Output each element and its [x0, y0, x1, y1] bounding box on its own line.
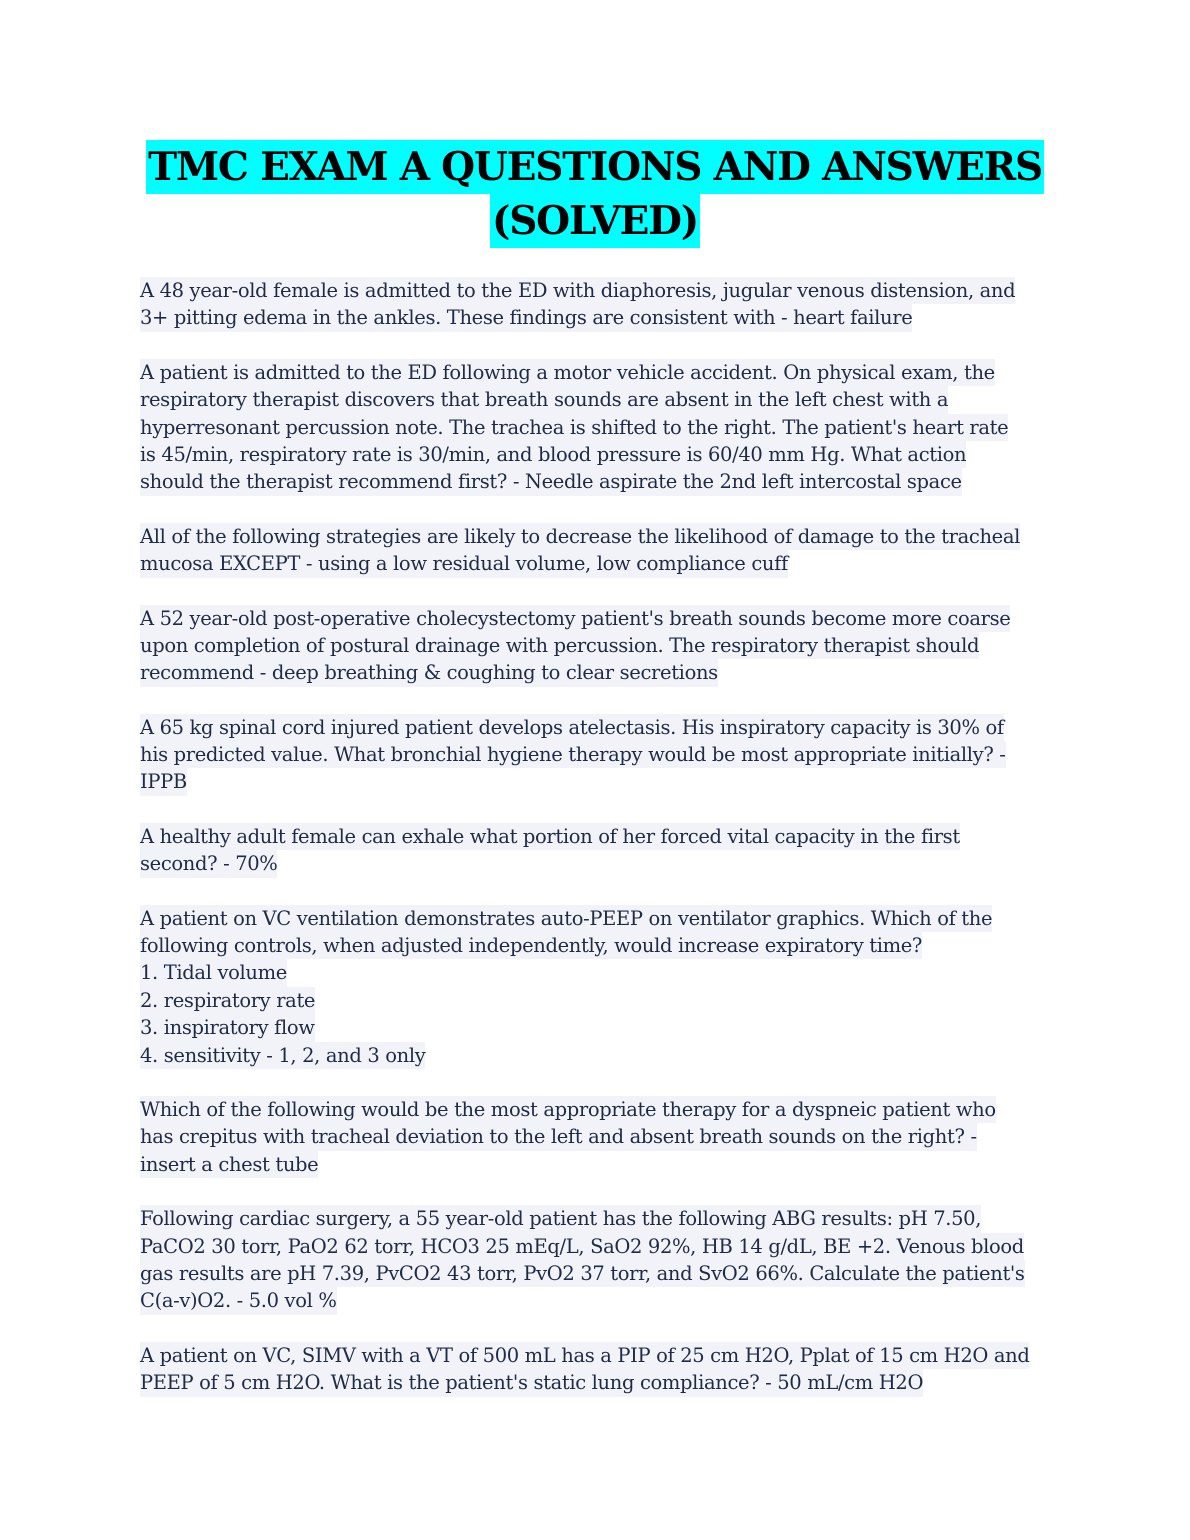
- text-line-row: [140, 468, 1050, 495]
- text-line-row: [140, 605, 1050, 632]
- text-line-row: [140, 905, 1050, 932]
- text-line: A healthy adult female can exhale what portion of her forced vital capacity in the first: [140, 823, 960, 850]
- text-line: All of the following strategies are likely to decrease the likelihood of damage to the tracheal: [140, 523, 1020, 550]
- text-line: has crepitus with tracheal deviation to the left and absent breath sounds on the right? -: [140, 1123, 977, 1150]
- text-line-row: [140, 850, 1050, 877]
- question-answer-item: [140, 523, 1050, 578]
- text-line: insert a chest tube: [140, 1151, 318, 1178]
- text-line: Following cardiac surgery, a 55 year-old patient has the following ABG results: pH 7.50,: [140, 1205, 981, 1232]
- text-line-row: [140, 632, 1050, 659]
- text-line-row: [140, 414, 1050, 441]
- text-line: respiratory therapist discovers that breath sounds are absent in the left chest with a: [140, 386, 948, 413]
- text-line: recommend - deep breathing & coughing to clear secretions: [140, 659, 718, 686]
- text-line-row: [140, 359, 1050, 386]
- question-answer-item: [140, 823, 1050, 878]
- text-line-row: [140, 741, 1050, 768]
- text-line: should the therapist recommend first? - Needle aspirate the 2nd left intercostal space: [140, 468, 962, 495]
- text-line-row: [140, 1287, 1050, 1314]
- text-line-row: [140, 1342, 1050, 1369]
- text-line: A patient on VC ventilation demonstrates auto-PEEP on ventilator graphics. Which of the: [140, 905, 992, 932]
- text-line: his predicted value. What bronchial hygiene therapy would be most appropriate initially? -: [140, 741, 1006, 768]
- text-line-row: [140, 523, 1050, 550]
- text-line-row: [140, 932, 1050, 959]
- text-line-row: [140, 768, 1050, 795]
- text-line-row: [140, 1205, 1050, 1232]
- text-line: A patient on VC, SIMV with a VT of 500 mL has a PIP of 25 cm H2O, Pplat of 15 cm H2O and: [140, 1342, 1029, 1369]
- text-line-row: [140, 550, 1050, 577]
- question-answer-item: [140, 277, 1050, 332]
- text-line: following controls, when adjusted independently, would increase expiratory time?: [140, 932, 922, 959]
- text-line: A patient is admitted to the ED following a motor vehicle accident. On physical exam, the: [140, 359, 995, 386]
- text-line-row: [140, 386, 1050, 413]
- text-line: C(a-v)O2. - 5.0 vol %: [140, 1287, 337, 1314]
- text-line: A 65 kg spinal cord injured patient develops atelectasis. His inspiratory capacity is 30% of: [140, 714, 1004, 741]
- question-answer-item: [140, 905, 1050, 1069]
- text-line-row: [140, 304, 1050, 331]
- document-title: [0, 140, 1190, 248]
- text-line: PaCO2 30 torr, PaO2 62 torr, HCO3 25 mEq/L, SaO2 92%, HB 14 g/dL, BE +2. Venous blood: [140, 1233, 1024, 1260]
- text-line: mucosa EXCEPT - using a low residual volume, low compliance cuff: [140, 550, 788, 577]
- text-line-row: [140, 1369, 1050, 1396]
- text-line-row: [140, 1096, 1050, 1123]
- text-line: Which of the following would be the most appropriate therapy for a dyspneic patient who: [140, 1096, 996, 1123]
- text-line: IPPB: [140, 768, 187, 795]
- text-line: 2. respiratory rate: [140, 987, 315, 1014]
- text-line: gas results are pH 7.39, PvCO2 43 torr, PvO2 37 torr, and SvO2 66%. Calculate the patient's: [140, 1260, 1025, 1287]
- question-answer-item: [140, 1096, 1050, 1178]
- text-line-row: [140, 1233, 1050, 1260]
- question-answer-item: [140, 605, 1050, 687]
- text-line-row: [140, 659, 1050, 686]
- text-line-row: [140, 1260, 1050, 1287]
- text-line: hyperresonant percussion note. The trachea is shifted to the right. The patient's heart rate: [140, 414, 1008, 441]
- text-line: upon completion of postural drainage with percussion. The respiratory therapist should: [140, 632, 979, 659]
- text-line: 1. Tidal volume: [140, 959, 287, 986]
- text-line-row: [140, 1123, 1050, 1150]
- question-answer-item: [140, 359, 1050, 496]
- text-line: A 52 year-old post-operative cholecystectomy patient's breath sounds become more coarse: [140, 605, 1010, 632]
- text-line: 3. inspiratory flow: [140, 1014, 315, 1041]
- text-line: 4. sensitivity - 1, 2, and 3 only: [140, 1042, 425, 1069]
- text-line-row: [140, 987, 1050, 1014]
- text-line-row: [140, 1014, 1050, 1041]
- text-line: 3+ pitting edema in the ankles. These findings are consistent with - heart failure: [140, 304, 912, 331]
- text-line-row: [140, 277, 1050, 304]
- question-answer-item: [140, 1342, 1050, 1397]
- question-answer-item: [140, 1205, 1050, 1315]
- text-line: second? - 70%: [140, 850, 277, 877]
- text-line: PEEP of 5 cm H2O. What is the patient's static lung compliance? - 50 mL/cm H2O: [140, 1369, 923, 1396]
- question-answer-list: [140, 277, 1050, 1424]
- text-line-row: [140, 1042, 1050, 1069]
- text-line-row: [140, 959, 1050, 986]
- question-answer-item: [140, 714, 1050, 796]
- text-line: A 48 year-old female is admitted to the ED with diaphoresis, jugular venous distension, and: [140, 277, 1015, 304]
- text-line-row: [140, 823, 1050, 850]
- text-line-row: [140, 1151, 1050, 1178]
- title-line-2: (SOLVED): [490, 194, 700, 248]
- text-line: is 45/min, respiratory rate is 30/min, and blood pressure is 60/40 mm Hg. What action: [140, 441, 966, 468]
- text-line-row: [140, 441, 1050, 468]
- text-line-row: [140, 714, 1050, 741]
- title-line-1: TMC EXAM A QUESTIONS AND ANSWERS: [146, 140, 1044, 194]
